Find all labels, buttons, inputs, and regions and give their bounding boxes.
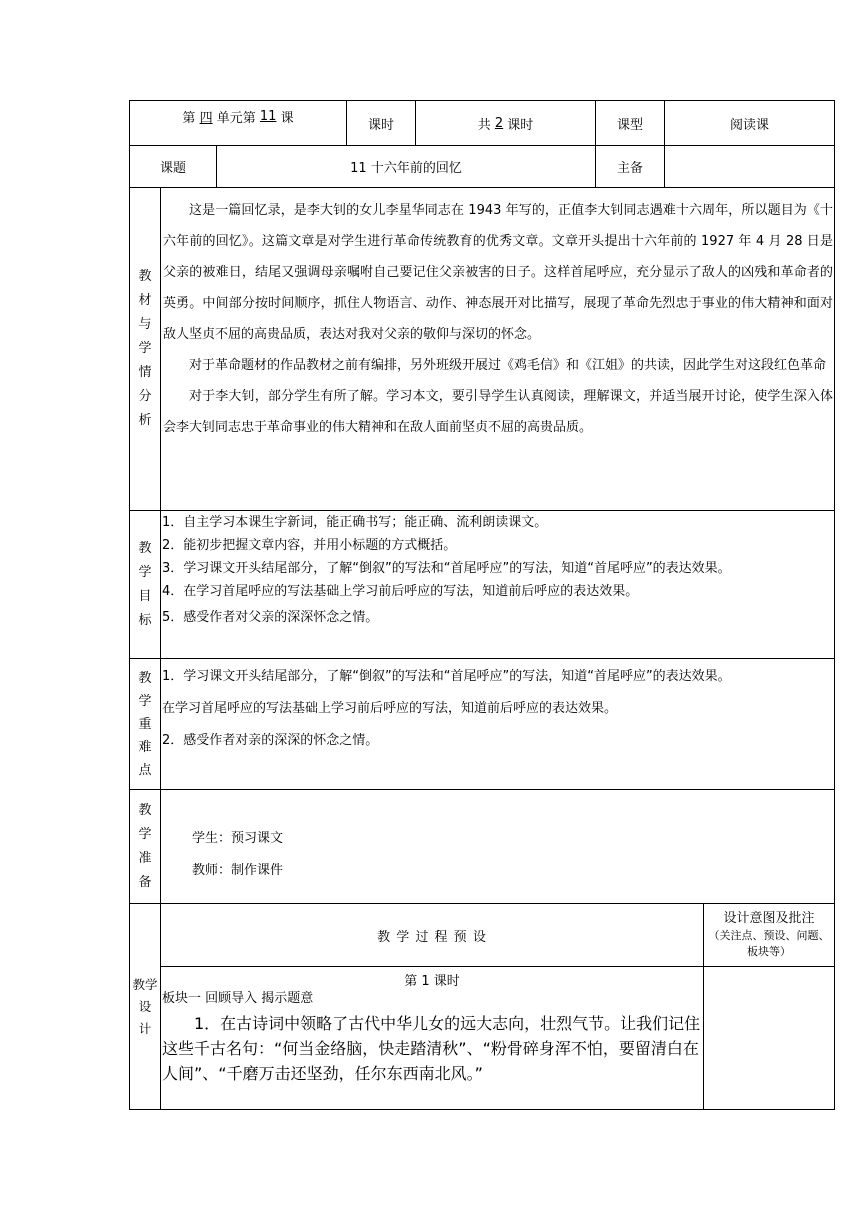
label-char: 计 <box>138 1020 152 1036</box>
label-char: 学 <box>138 693 152 709</box>
list-item: 4．在学习首尾呼应的写法基础上学习前后呼应的写法，知道前后呼应的表达效果。 <box>162 584 639 599</box>
type-value: 阅读课 <box>729 117 769 133</box>
list-item: 5．感受作者对父亲的深深怀念之情。 <box>162 610 379 625</box>
rule-right <box>834 100 835 1110</box>
unit-number: 四 <box>199 110 213 126</box>
analysis-paragraph: 对于李大钊，部分学生有所了解。学习本文，要引导学生认真阅读，理解课文，并适当展开讨论，使学生深入体会李大钊同志忠于革命事业的伟大精神和在敌人面前坚贞不屈的高贵品质。 <box>163 389 833 435</box>
label-char: 教 <box>138 269 152 284</box>
unit-lesson-cell <box>130 101 346 131</box>
label-char: 教学 <box>132 976 158 992</box>
rule <box>129 789 835 790</box>
label-char: 学 <box>138 341 152 356</box>
total-suffix: 课时 <box>507 117 534 133</box>
label-char: 教 <box>138 540 152 556</box>
list-item: 1．自主学习本课生字新词，能正确书写；能正确、流利朗读课文。 <box>162 515 548 530</box>
total-periods <box>416 101 595 145</box>
analysis-text <box>163 195 833 443</box>
label-char: 分 <box>138 389 152 404</box>
list-item: 3．学习课文开头结尾部分，了解“倒叙”的写法和“首尾呼应”的写法，知道“首尾呼应”的表达效果。 <box>162 561 731 576</box>
topic-value: 11 十六年前的回忆 <box>350 161 462 176</box>
design-label <box>130 904 160 1109</box>
lesson-number: 11 <box>259 108 277 124</box>
lesson-suffix: 课 <box>280 110 294 126</box>
label-char: 准 <box>138 850 152 866</box>
prep-label <box>130 790 160 903</box>
rule <box>129 658 835 659</box>
label-char: 情 <box>138 365 152 380</box>
label-char: 析 <box>138 413 152 428</box>
notes-header <box>704 904 834 966</box>
analysis-paragraph: 这是一篇回忆录，是李大钊的女儿李星华同志在 1943 年写的，正值李大钊同志遇难十六周年，所以题目为《十六年前的回忆》。这篇文章是对学生进行革命传统教育的优秀文章。文章开头提出十六年前的 1927 年 4 月 28 日是父亲的被难日，结尾又强调母亲嘱咐自己要记住父亲被害的日子。这样首尾呼应，充分显示了敌人的凶残和革命者的英勇。中间部分按时间顺序，抓住人物语言、动作、神态展开对比描写，展现了革命先烈忠于事业的伟大精神和面对敌人坚贞不屈的高贵品质，表达对我对父亲的敬仰与深切的怀念。 <box>163 203 833 342</box>
label-char: 学 <box>138 826 152 842</box>
lead-value <box>665 146 834 187</box>
prep-student: 学生：预习课文 <box>192 831 284 846</box>
goals-list <box>162 513 833 628</box>
process-header: 教 学 过 程 预 设 <box>377 929 487 945</box>
notes-subtitle: （关注点、预设、问题、板块等） <box>708 929 830 958</box>
unit-prefix: 第 <box>182 110 196 126</box>
notes-title: 设计意图及批注 <box>723 911 815 926</box>
rule <box>129 187 835 188</box>
total-prefix: 共 <box>477 117 491 133</box>
label-char: 点 <box>138 762 152 778</box>
list-item: 在学习首尾呼应的写法基础上学习前后呼应的写法，知道前后呼应的表达效果。 <box>162 701 618 716</box>
label-char: 难 <box>138 739 152 755</box>
list-item: 2．能初步把握文章内容，并用小标题的方式概括。 <box>162 538 457 553</box>
rule <box>129 510 835 511</box>
prep-teacher: 教师：制作课件 <box>192 863 284 878</box>
key-points-list <box>162 667 833 751</box>
total-number: 2 <box>494 115 504 131</box>
period-title: 第 1 课时 <box>404 973 460 989</box>
label-char: 重 <box>138 716 152 732</box>
unit-mid: 单元第 <box>216 110 256 126</box>
type-label: 课型 <box>616 117 643 133</box>
list-item: 1．学习课文开头结尾部分，了解“倒叙”的写法和“首尾呼应”的写法，知道“首尾呼应”的表达效果。 <box>162 669 731 684</box>
label-char: 标 <box>138 612 152 628</box>
label-char: 备 <box>138 874 152 890</box>
period-label: 课时 <box>367 117 394 133</box>
analysis-paragraph: 对于革命题材的作品教材之前有编排，另外班级开展过《鸡毛信》和《江姐》的共读，因此学生对这段红色革命 <box>189 358 827 373</box>
label-char: 材 <box>138 293 152 308</box>
analysis-label <box>130 188 160 510</box>
label-char: 教 <box>138 670 152 686</box>
label-char: 设 <box>138 998 152 1014</box>
rule-bottom <box>129 1109 835 1110</box>
label-char: 与 <box>138 317 152 332</box>
rule <box>160 966 835 967</box>
label-char: 学 <box>138 564 152 580</box>
lesson-plan-table <box>129 100 835 1110</box>
block-title: 板块一 回顾导入 揭示题意 <box>162 991 314 1006</box>
prep-list <box>192 823 592 887</box>
topic-label: 课题 <box>159 161 186 176</box>
design-paragraph: 1．在古诗词中领略了古代中华儿女的远大志向，壮烈气节。让我们记住这些千古名句：“何当金络脑，快走踏清秋”、“粉骨碎身浑不怕，要留清白在人间”、“千磨万击还坚劲，任尔东西南北风。” <box>162 1014 701 1083</box>
design-body <box>162 1011 702 1086</box>
lead-label: 主备 <box>616 161 643 176</box>
label-char: 教 <box>138 802 152 818</box>
label-char: 目 <box>138 588 152 604</box>
key-points-label <box>130 659 160 789</box>
list-item: 2．感受作者对亲的深深的怀念之情。 <box>162 733 379 748</box>
goals-label <box>130 511 160 658</box>
